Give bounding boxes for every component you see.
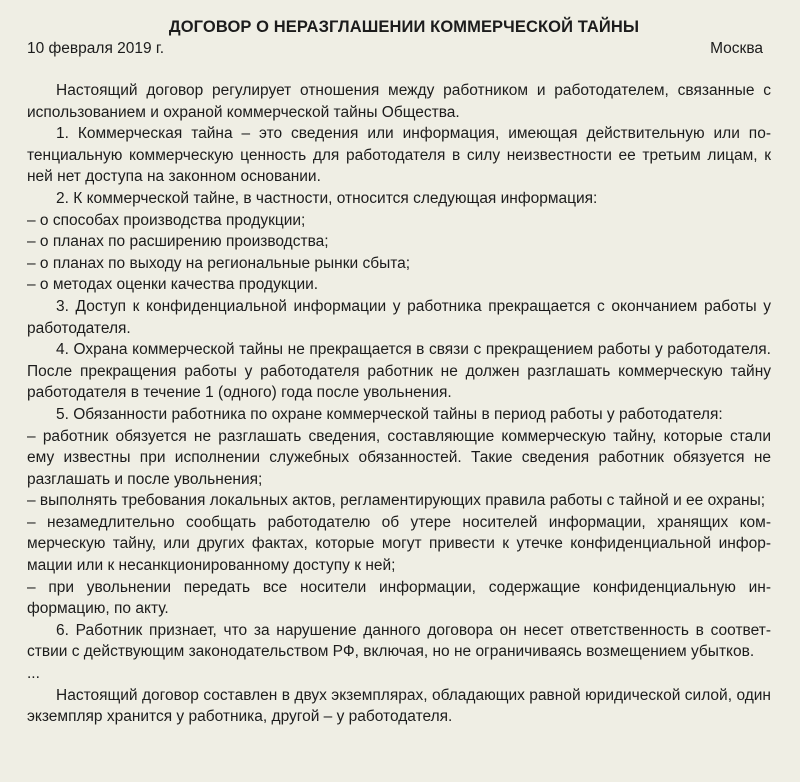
document-date: 10 февраля 2019 г. xyxy=(27,40,164,57)
clause-5-item: – выполнять требования локальных актов, регламентирующих правила работы с тайной и ее охраны; xyxy=(27,492,766,510)
clause-5-item: – незамедлительно сообщать работодателю об утере носителей информации, хранящих коммерческую тайну, или других фактах, которые могут привести к утечке конфиденциальной информации или к несанкционированному доступу к ней; xyxy=(27,513,771,575)
clause-2-intro: 2. К коммерческой тайне, в частности, относится следующая информация: xyxy=(56,189,598,207)
clause-5-item: – при увольнении передать все носители информации, содержащие конфиденциальную информацию, по акту. xyxy=(27,578,771,618)
clause-1: 1. Коммерческая тайна – это сведения или информация, имеющая действительную или потенциальную коммерческую ценность для работодателя в силу неизвестности ее третьим лицам, к ней нет доступа на законном основании. xyxy=(27,125,771,186)
clause-6: 6. Работник признает, что за нарушение данного договора он несет ответственность в соответствии с действующим законодательством РФ, включая, но не ограничиваясь возмещением убытков. xyxy=(27,621,771,661)
document-title: ДОГОВОР О НЕРАЗГЛАШЕНИИ КОММЕРЧЕСКОЙ ТАЙНЫ xyxy=(168,18,640,36)
clause-3: 3. Доступ к конфиденциальной информации у работника прекращается с окончанием работы у работодателя. xyxy=(27,297,771,337)
clause-2-item: – о планах по расширению производства; xyxy=(27,233,329,251)
preamble-paragraph: Настоящий договор регулирует отношения между работником и работодателем, связанные с использованием и охраной коммерческой тайны Общества. xyxy=(27,82,771,121)
closing-paragraph: Настоящий договор составлен в двух экземплярах, обладающих равной юридической силой, один экземпляр хранится у работника, другой – у работодателя. xyxy=(27,686,771,726)
omission-ellipsis: ... xyxy=(27,665,40,683)
clause-2-item: – о методах оценки качества продукции. xyxy=(27,276,319,294)
clause-2-item: – о способах производства продукции; xyxy=(27,211,306,229)
document-city: Москва xyxy=(710,40,763,57)
clause-2-item: – о планах по выходу на региональные рынки сбыта; xyxy=(27,254,411,272)
document-body xyxy=(27,80,771,728)
clause-5-intro: 5. Обязанности работника по охране коммерческой тайны в период работы у работодателя: xyxy=(56,405,723,423)
clause-4: 4. Охрана коммерческой тайны не прекращается в связи с прекращением работы у работодателя. После прекращения работы у работодателя работник не должен разглашать коммерческую тайну работодателя в течение 1 (одного) года после увольнения. xyxy=(27,341,771,402)
clause-5-item: – работник обязуется не разглашать сведения, составляющие коммерческую тайну, которые стали ему известны при исполнении служебных обязанностей. Такие сведения работник обязуется не разглашать и после увольнения; xyxy=(27,427,771,488)
document-header-row xyxy=(27,38,771,60)
